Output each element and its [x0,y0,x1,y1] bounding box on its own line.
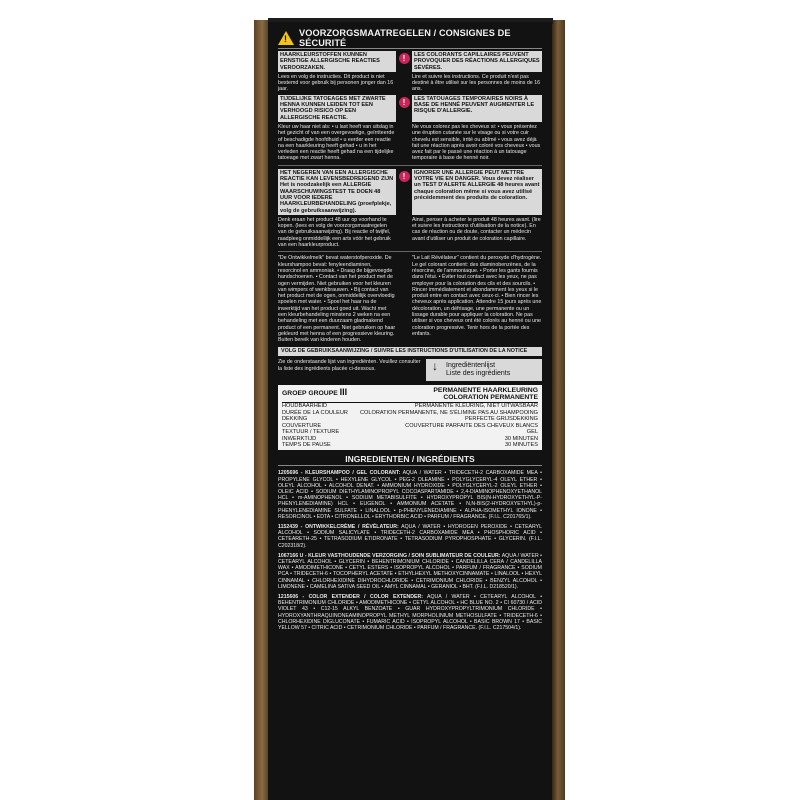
warning-triangle-icon: ! [278,31,294,45]
ingredient-block: 1215606 - COLOR EXTENDER / COLOR EXTENDER: AQUA / WATER • CETEARYL ALCOHOL • BEHENTRIMONIUM CHLORIDE • AMODIMETHICONE • CETYL ALCOHOL • HC BLUE NO. 2 • CI 60730 / ACID VIOLET 43 • C12-15 ALKYL BENZOATE • GUAR HYDROXYPROPYLTRIMONIUM CHLORIDE • HYDROXYANTHRAQUINONEAMINOPROPYL METHYL MORPHOLINIUM METHOSULFATE • TRIDECETH-6 • CHLORHEXIDINE DIGLUCONATE • FUMARIC ACID • ISOPROPYL ALCOHOL • BASIC BROWN 17 • BASIC YELLOW 57 • CITRIC ACID • CETRIMONIUM CHLORIDE • PARFUM / FRAGRANCE. (F.I.L. C217504/1). [278,593,543,631]
spec-row: COUVERTURE COUVERTURE PARFAITE DES CHEVEUX BLANCS [282,422,538,429]
developer-nl: "De Ontwikkelmelk" bevat waterstofperoxide. De kleurshampoo bevat: fenyleendiaminen, resorcinol en ammoniak. • Draag de bijgevoegde handschoenen. • Contact van het product met de ogen vermijden. Niet gebruiken voor het kleuren van wimpers of wenkbrauwen. • Bij contact van het product met de ogen, onmiddellijk overvloedig spoelen met water. • Spoel het haar na de inwerktijd van het product goed uit. Wacht met een kleurbehandeling minstens 2 weken na een behandeling met een duurzaam gladmakend product of een permanent. Niet gebruiken op haar gekleurd met henna of een progressieve kleuring. Buiten bereik van kinderen houden. [278,255,396,344]
group-label: GROEP GROUPE [282,390,338,398]
label-content [278,28,542,631]
exclamation-icon: ! [399,53,410,64]
warning-fr-1: LES COLORANTS CAPILLAIRES PEUVENT PROVOQUER DES RÉACTIONS ALLERGIQUES SÉVÈRES. [412,51,542,72]
warning-header [278,28,542,49]
exclamation-icon: ! [399,97,410,108]
warning-fr-6: Ainsi, penser à acheter le produit 48 heures avant. (lire et suivre les instructions d'utilisation de la notice). En cas de réaction ou de doute, contacter un médecin avant d'utiliser un produit de coloration capillaire. [412,216,541,242]
warning-row-3 [278,95,542,122]
ingredient-list-row [278,359,542,381]
spec-row: DURÉE DE LA COULEUR COLORATION PERMANENTE, NE S'ÉLIMINE PAS AU SHAMPOOING [282,409,538,416]
list-note: Zie de onderstaande lijst van ingrediënten. Veuillez consulter la liste des ingrédients placée ci-dessous. [278,359,421,372]
spec-row: INWERKTIJD 30 MINUTEN [282,435,538,442]
spec-row: DEKKING PERFECTE GRIJSDEKKING [282,416,538,423]
warning-nl-4: Kleur uw haar niet als: • u last heeft van uitslag in het gezicht of van een overgevoelige, geïrriteerde of beschadigde hoofdhuid • u eerder een reactie na een haarkleuring heeft gehad • u in het verleden een reactie heeft gehad na een tijdelijke tatoeage met zwart henna. [278,123,395,162]
developer-row [278,255,542,343]
ingredient-block: 1067166 U - KLEUR VASTHOUDENDE VERZORGING / SOIN SUBLIMATEUR DE COULEUR: AQUA / WATER • CETEARYL ALCOHOL • GLYCERIN • BEHENTRIMONIUM CHLORIDE • CANDELILLA CERA / CANDELILLA WAX • AMODIMETHICONE • CETYL ESTERS • ISOPROPYL ALCOHOL • PARFUM / FRAGRANCE • SODIUM PCA • TRIDECETH-6 • TOCOPHERYL ACETATE • ETHYLHEXYL METHOXYCINNAMATE • LINALOOL • HEXYL CINNAMAL • CHLORHEXIDINE DIHYDROCHLORIDE • CETRIMONIUM CHLORIDE • BENZYL ALCOHOL • LIMONENE • CAMELINA SATIVA SEED OIL • AMYL CINNAMAL • GERANIOL • BHT. (F.I.L. D218520/1). [278,552,542,590]
warning-row-5 [278,169,542,215]
type-nl: PERMANENTE HAARKLEURING [433,387,538,395]
warning-row-1 [278,51,542,72]
warning-fr-2: Lire et suivre les instructions. Ce produit n'est pas destiné à être utilisé sur les personnes de moins de 16 ans. [412,73,541,93]
divider [278,251,542,252]
warning-fr-3: LES TATOUAGES TEMPORAIRES NOIRS À BASE DE HENNÉ PEUVENT AUGMENTER LE RISQUE D'ALLERGIE. [412,95,542,122]
warning-nl-1: HAARKLEURSTOFFEN KUNNEN ERNSTIGE ALLERGISCHE REACTIES VEROORZAKEN. [278,51,396,72]
spec-row: HOUDBAARHEID PERMANENTE KLEURING, NIET UITWASBAAR [282,403,538,410]
warning-nl-3: TIJDELIJKE TATOEAGES MET ZWARTE HENNA KUNNEN LEIDEN TOT EEN VERHOOGD RISICO OP EEN ALLERGISCHE REACTIE. [278,95,396,122]
developer-fr: "Le Lait Révélateur" contient du peroxyde d'hydrogène. Le gel colorant contient: des diaminobenzènes, de la résorcine, de l'ammoniaque. • Porter les gants fournis dans l'étui. • Éviter tout contact avec les yeux, ne pas employer pour la coloration des cils et des sourcils. • Rincer immédiatement et abondamment les yeux si le produit entre en contact avec ceux-ci. • Bien rincer les cheveux après application. Attendre 15 jours après une décoloration, un défrisage, une permanente ou un lissage durable pour appliquer la coloration. Ne pas utiliser si vos cheveux ont été colorés au henné ou une coloration progressive. Tenir hors de la portée des enfants. [412,255,542,337]
down-arrow-icon: ↓ [432,359,438,374]
hair-dye-box-side-panel [268,22,552,800]
group-row [282,387,538,403]
warning-title: VOORZORGSMAATREGELEN / CONSIGNES DE SÉCURITÉ [299,28,511,48]
warning-fr-4: Ne vous colorez pas les cheveux si: • vous présentez une éruption cutanée sur le visage ou si votre cuir chevelu est sensible, irrité ou abîmé • vous avez déjà fait une réaction après avoir coloré vos cheveux • vous avez fait par le passé une réaction à un tatouage temporaire à base de henné noir. [412,123,541,162]
ingredient-list-box [426,359,542,381]
warning-row-2 [278,74,542,93]
list-box-line1: Ingrediëntenlijst [446,362,496,370]
warning-nl-6: Denk eraan het product 48 uur op voorhand te kopen. (lees en volg de voorzorgsmaatregelen van de gebruiksaanwijzing). Bij reactie of twijfel, raadpleeg onmiddellijk een arts vóór het gebruik van een haarkleurproduct. [278,216,391,249]
spec-row: TEXTUUR / TEXTURE GEL [282,429,538,436]
ingredients-title: INGREDIENTEN / INGRÉDIENTS [278,454,542,466]
divider [278,165,542,166]
ingredient-block: 1152439 - ONTWIKKELCRÈME / RÉVÉLATEUR: AQUA / WATER • HYDROGEN PEROXIDE • CETEARYL ALCOHOL • SODIUM SALICYLATE • TRIDECETH-2 CARBOXAMIDE MEA • PHOSPHORIC ACID • CETEARETH-25 • TETRASODIUM ETIDRONATE • TETRASODIUM PYROPHOSPHATE • GLYCERIN. (F.I.L. C202318/2). [278,523,542,549]
ingredient-block: 1205696 - KLEURSHAMPOO / GEL COLORANT: AQUA / WATER • TRIDECETH-2 CARBOXAMIDE MEA • PROPYLENE GLYCOL • HEXYLENE GLYCOL • PEG-2 OLEAMINE • POLYGLYCERYL-4 OLEYL ETHER • OLEYL ALCOHOL • ALCOHOL DENAT. • AMMONIUM HYDROXIDE • POLYGLYCERYL-2 OLEYL ETHER • OLEIC ACID • SODIUM DIETHYLAMINOPROPYL COCOASPARTAMIDE • 2,4-DIAMINOPHENOXYETHANOL HCL • m-AMINOPHENOL • SODIUM METABISULFITE • HYDROXYPROPYL BIS(N-HYDROXYETHYL-P-PHENYLENEDIAMINE) HCL • EUGENOL • AMMONIUM ACETATE • N,N-BIS(2-HYDROXYETHYL)-p-PHENYLENEDIAMINE SULFATE • LINALOOL • p-PHENYLENEDIAMINE • ALPHA-ISOMETHYL IONONE • RESORCINOL • EDTA • CITRONELLOL • ERYTHORBIC ACID • PARFUM / FRAGRANCE. (F.I.L. C201765/1). [278,470,542,520]
warning-row-6 [278,217,542,248]
spec-row: TEMPS DE PAUSE 30 MINUTES [282,441,538,448]
warning-row-4 [278,124,542,162]
list-box-line2: Liste des ingrédients [446,370,511,378]
exclamation-icon: ! [399,171,410,182]
instructions-bar: VOLG DE GEBRUIKSAANWIJZING / SUIVRE LES INSTRUCTIONS D'UTILISATION DE LA NOTICE [278,347,542,356]
type-fr: COLORATION PERMANENTE [443,394,538,402]
group-value: III [339,387,348,398]
spec-table [278,385,542,450]
box-edge-right [551,20,565,800]
warning-nl-5: HET NEGEREN VAN EEN ALLERGISCHE REACTIE KAN LEVENSBEDREIGEND ZIJN Het is noodzakelijk een ALLERGIE WAARSCHUWINGSTEST TE DOEN 48 UUR VOOR IEDERE HAARKLEURBEHANDELING (proefplekje, volg de gebruiksaanwijzing). [278,169,396,215]
warning-fr-5: IGNORER UNE ALLERGIE PEUT METTRE VOTRE VIE EN DANGER. Vous devez réaliser un TEST D'ALERTE ALLERGIE 48 heures avant chaque coloration même si vous avez utilisé précédemment des produits de coloration. [412,169,542,215]
warning-nl-2: Lees en volg de instructies. Dit product is niet bestemd voor gebruik bij personen jonger dan 16 jaar. [278,73,394,93]
